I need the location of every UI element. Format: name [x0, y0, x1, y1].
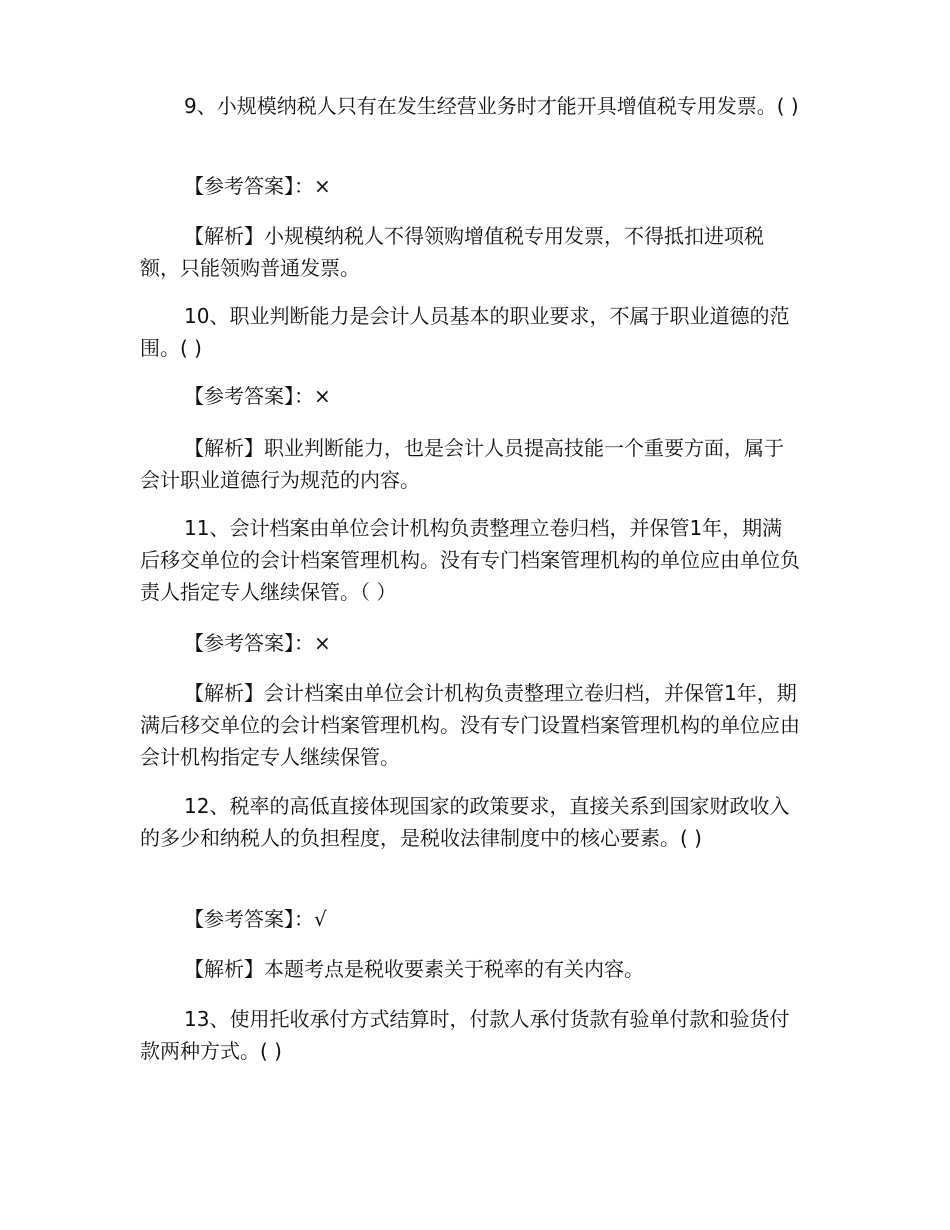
answer-9: 【参考答案】：×: [184, 174, 331, 198]
question-12: 12、税率的高低直接体现国家的政策要求，直接关系到国家财政收入的多少和纳税人的负担程度，是税收法律制度中的核心要素。( ): [140, 794, 790, 850]
answer-11: 【参考答案】：×: [184, 631, 331, 655]
answer-12: 【参考答案】：√: [184, 907, 327, 931]
question-10: 10、职业判断能力是会计人员基本的职业要求，不属于职业道德的范围。( ): [140, 304, 790, 360]
question-11: 11、会计档案由单位会计机构负责整理立卷归档，并保管1年，期满后移交单位的会计档案管理机构。没有专门档案管理机构的单位应由单位负责人指定专人继续保管。（ ）: [140, 516, 800, 604]
question-13: 13、使用托收承付方式结算时，付款人承付货款有验单付款和验货付款两种方式。( ): [140, 1007, 790, 1063]
answer-10: 【参考答案】：×: [184, 384, 331, 408]
question-9: 9、小规模纳税人只有在发生经营业务时才能开具增值税专用发票。( ): [184, 94, 799, 118]
explanation-12: 【解析】本题考点是税收要素关于税率的有关内容。: [184, 957, 644, 981]
explanation-11: 【解析】会计档案由单位会计机构负责整理立卷归档，并保管1年，期满后移交单位的会计档案管理机构。没有专门设置档案管理机构的单位应由会计机构指定专人继续保管。: [140, 681, 800, 769]
explanation-9: 【解析】小规模纳税人不得领购增值税专用发票，不得抵扣进项税额，只能领购普通发票。: [140, 224, 764, 280]
explanation-10: 【解析】职业判断能力，也是会计人员提高技能一个重要方面，属于会计职业道德行为规范的内容。: [140, 436, 784, 492]
